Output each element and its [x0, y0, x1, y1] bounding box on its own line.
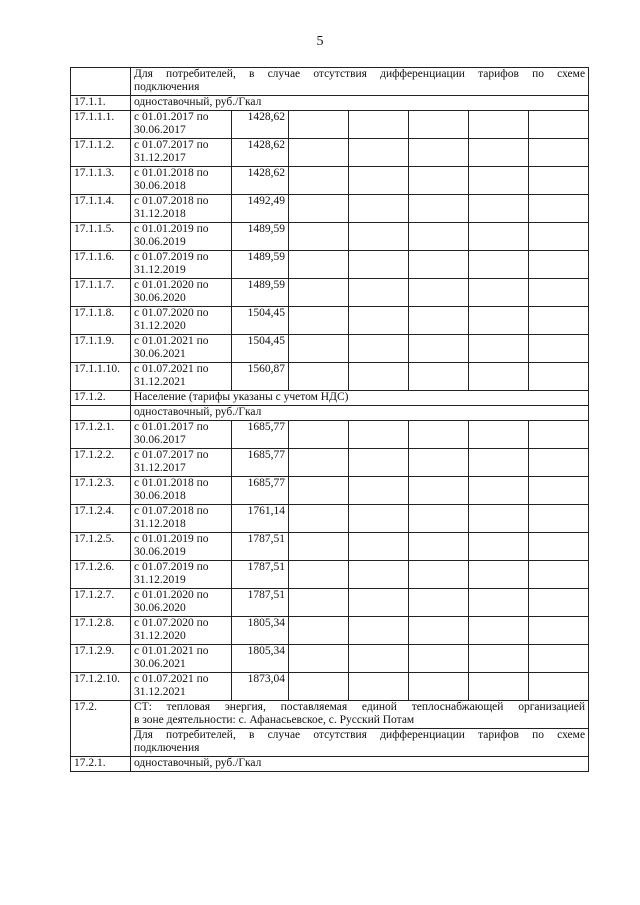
empty-cell — [529, 617, 589, 645]
empty-cell — [469, 449, 529, 477]
row-code: 17.1.1.10. — [71, 363, 131, 391]
tariff-value: 1504,45 — [232, 307, 289, 335]
empty-cell — [469, 645, 529, 673]
period-cell — [131, 533, 232, 561]
empty-cell — [409, 363, 469, 391]
empty-cell — [289, 645, 349, 673]
empty-cell — [409, 335, 469, 363]
empty-cell — [349, 167, 409, 195]
empty-cell — [409, 477, 469, 505]
row-code: 17.1.2.7. — [71, 589, 131, 617]
empty-cell — [469, 505, 529, 533]
table-row — [71, 421, 589, 449]
period-end: 30.06.2018 — [134, 180, 186, 192]
period-start: с 01.01.2020 по — [134, 589, 209, 601]
table-row — [71, 279, 589, 307]
empty-cell — [529, 139, 589, 167]
empty-cell — [289, 335, 349, 363]
period-start: с 01.01.2017 по — [134, 111, 209, 123]
table-row — [71, 307, 589, 335]
empty-cell — [469, 477, 529, 505]
period-end: 30.06.2020 — [134, 292, 186, 304]
period-cell — [131, 561, 232, 589]
empty-cell — [289, 561, 349, 589]
period-start: с 01.07.2020 по — [134, 617, 209, 629]
empty-cell — [529, 279, 589, 307]
row-code — [71, 68, 131, 96]
empty-cell — [409, 449, 469, 477]
empty-cell — [349, 617, 409, 645]
period-start: с 01.07.2018 по — [134, 505, 209, 517]
empty-cell — [349, 645, 409, 673]
period-cell — [131, 167, 232, 195]
row-description — [131, 96, 589, 111]
tariff-value: 1761,14 — [232, 505, 289, 533]
row-code: 17.1.1.6. — [71, 251, 131, 279]
period-end: 31.12.2019 — [134, 574, 186, 586]
period-cell — [131, 673, 232, 701]
empty-cell — [409, 279, 469, 307]
empty-cell — [289, 111, 349, 139]
empty-cell — [349, 561, 409, 589]
tariff-value: 1560,87 — [232, 363, 289, 391]
tariff-value: 1504,45 — [232, 335, 289, 363]
period-cell — [131, 645, 232, 673]
tariff-table-body — [71, 68, 589, 772]
empty-cell — [289, 223, 349, 251]
empty-cell — [529, 111, 589, 139]
row-code: 17.1.2.1. — [71, 421, 131, 449]
table-row — [71, 167, 589, 195]
empty-cell — [289, 533, 349, 561]
table-row — [71, 68, 589, 96]
period-end: 31.12.2020 — [134, 630, 186, 642]
period-start: с 01.07.2017 по — [134, 139, 209, 151]
empty-cell — [409, 139, 469, 167]
table-row — [71, 139, 589, 167]
empty-cell — [529, 251, 589, 279]
row-code: 17.1.1.9. — [71, 335, 131, 363]
table-row — [71, 111, 589, 139]
empty-cell — [289, 477, 349, 505]
empty-cell — [469, 673, 529, 701]
period-end: 31.12.2021 — [134, 686, 186, 698]
period-start: с 01.01.2021 по — [134, 335, 209, 347]
empty-cell — [289, 167, 349, 195]
period-cell — [131, 421, 232, 449]
period-cell — [131, 279, 232, 307]
period-cell — [131, 139, 232, 167]
table-row — [71, 673, 589, 701]
empty-cell — [349, 589, 409, 617]
row-code: 17.1.2.5. — [71, 533, 131, 561]
table-row — [71, 335, 589, 363]
period-start: с 01.01.2019 по — [134, 223, 209, 235]
empty-cell — [469, 561, 529, 589]
row-description-line: Для потребителей, в случае отсутствия дифференциации тарифов по схеме — [134, 729, 586, 741]
period-start: с 01.07.2018 по — [134, 195, 209, 207]
empty-cell — [529, 645, 589, 673]
period-start: с 01.01.2020 по — [134, 279, 209, 291]
row-description-line: СТ: тепловая энергия, поставляемая единой теплоснабжающей организацией — [134, 701, 586, 713]
empty-cell — [409, 421, 469, 449]
tariff-value: 1805,34 — [232, 645, 289, 673]
row-description-line: в зоне деятельности: с. Афанасьевское, с. Русский Потам — [134, 714, 415, 726]
period-start: с 01.01.2018 по — [134, 167, 209, 179]
empty-cell — [529, 335, 589, 363]
row-code: 17.1.1.4. — [71, 195, 131, 223]
empty-cell — [469, 533, 529, 561]
period-start: с 01.01.2017 по — [134, 421, 209, 433]
table-row — [71, 96, 589, 111]
empty-cell — [289, 139, 349, 167]
tariff-value: 1428,62 — [232, 111, 289, 139]
empty-cell — [529, 223, 589, 251]
empty-cell — [469, 307, 529, 335]
row-description — [131, 68, 589, 96]
table-row — [71, 477, 589, 505]
table-row — [71, 589, 589, 617]
empty-cell — [409, 111, 469, 139]
empty-cell — [349, 223, 409, 251]
empty-cell — [409, 195, 469, 223]
period-end: 30.06.2017 — [134, 434, 186, 446]
empty-cell — [409, 251, 469, 279]
empty-cell — [469, 223, 529, 251]
table-row — [71, 757, 589, 772]
empty-cell — [409, 589, 469, 617]
period-cell — [131, 505, 232, 533]
empty-cell — [289, 195, 349, 223]
empty-cell — [349, 251, 409, 279]
table-row — [71, 195, 589, 223]
empty-cell — [349, 195, 409, 223]
table-row — [71, 561, 589, 589]
empty-cell — [529, 505, 589, 533]
table-row — [71, 251, 589, 279]
tariff-value: 1489,59 — [232, 251, 289, 279]
empty-cell — [469, 279, 529, 307]
tariff-value: 1787,51 — [232, 533, 289, 561]
empty-cell — [349, 111, 409, 139]
row-code: 17.1.2.8. — [71, 617, 131, 645]
tariff-value: 1489,59 — [232, 279, 289, 307]
period-cell — [131, 307, 232, 335]
period-cell — [131, 477, 232, 505]
empty-cell — [469, 251, 529, 279]
period-end: 30.06.2019 — [134, 546, 186, 558]
empty-cell — [529, 449, 589, 477]
empty-cell — [349, 335, 409, 363]
empty-cell — [289, 363, 349, 391]
empty-cell — [349, 449, 409, 477]
table-row — [71, 533, 589, 561]
empty-cell — [289, 421, 349, 449]
row-code: 17.2. — [71, 701, 131, 757]
empty-cell — [349, 279, 409, 307]
row-description-line: одноставочный, руб./Гкал — [134, 757, 262, 769]
row-description-line: одноставочный, руб./Гкал — [134, 406, 262, 418]
period-start: с 01.07.2019 по — [134, 561, 209, 573]
empty-cell — [529, 561, 589, 589]
tariff-value: 1685,77 — [232, 421, 289, 449]
empty-cell — [469, 335, 529, 363]
empty-cell — [349, 533, 409, 561]
table-row — [71, 449, 589, 477]
period-end: 31.12.2019 — [134, 264, 186, 276]
period-cell — [131, 223, 232, 251]
empty-cell — [409, 561, 469, 589]
empty-cell — [349, 505, 409, 533]
tariff-value: 1428,62 — [232, 167, 289, 195]
empty-cell — [289, 505, 349, 533]
period-end: 31.12.2018 — [134, 518, 186, 530]
period-cell — [131, 449, 232, 477]
empty-cell — [529, 533, 589, 561]
empty-cell — [289, 251, 349, 279]
empty-cell — [529, 195, 589, 223]
table-row — [71, 729, 589, 757]
empty-cell — [289, 589, 349, 617]
period-start: с 01.01.2019 по — [134, 533, 209, 545]
empty-cell — [409, 307, 469, 335]
table-row — [71, 701, 589, 729]
empty-cell — [409, 223, 469, 251]
tariff-value: 1787,51 — [232, 561, 289, 589]
empty-cell — [289, 673, 349, 701]
empty-cell — [409, 617, 469, 645]
period-cell — [131, 589, 232, 617]
row-description — [131, 406, 589, 421]
row-code: 17.1.1.5. — [71, 223, 131, 251]
empty-cell — [409, 533, 469, 561]
row-code: 17.1.1.2. — [71, 139, 131, 167]
row-code: 17.1.1.1. — [71, 111, 131, 139]
empty-cell — [289, 307, 349, 335]
period-end: 31.12.2020 — [134, 320, 186, 332]
empty-cell — [409, 505, 469, 533]
period-end: 30.06.2018 — [134, 490, 186, 502]
table-row — [71, 617, 589, 645]
period-start: с 01.07.2021 по — [134, 673, 209, 685]
empty-cell — [289, 279, 349, 307]
empty-cell — [469, 363, 529, 391]
row-description — [131, 757, 589, 772]
empty-cell — [529, 363, 589, 391]
tariff-value: 1685,77 — [232, 477, 289, 505]
row-code: 17.1.1. — [71, 96, 131, 111]
empty-cell — [409, 673, 469, 701]
empty-cell — [349, 421, 409, 449]
row-description — [131, 729, 589, 757]
empty-cell — [529, 421, 589, 449]
period-cell — [131, 363, 232, 391]
empty-cell — [529, 167, 589, 195]
row-code: 17.1.2.10. — [71, 673, 131, 701]
period-end: 31.12.2017 — [134, 152, 186, 164]
period-cell — [131, 617, 232, 645]
page-number: 5 — [316, 34, 324, 49]
row-code: 17.1.1.3. — [71, 167, 131, 195]
empty-cell — [529, 477, 589, 505]
period-end: 31.12.2021 — [134, 376, 186, 388]
row-code: 17.1.2.2. — [71, 449, 131, 477]
period-end: 30.06.2020 — [134, 602, 186, 614]
row-code: 17.1.2.9. — [71, 645, 131, 673]
row-description-line: одноставочный, руб./Гкал — [134, 96, 262, 108]
period-end: 31.12.2017 — [134, 462, 186, 474]
empty-cell — [289, 449, 349, 477]
table-row — [71, 223, 589, 251]
period-end: 30.06.2017 — [134, 124, 186, 136]
period-start: с 01.07.2019 по — [134, 251, 209, 263]
empty-cell — [469, 139, 529, 167]
row-description-line: Для потребителей, в случае отсутствия дифференциации тарифов по схеме — [134, 68, 586, 80]
empty-cell — [349, 139, 409, 167]
empty-cell — [469, 589, 529, 617]
period-end: 30.06.2021 — [134, 658, 186, 670]
period-start: с 01.01.2018 по — [134, 477, 209, 489]
tariff-value: 1805,34 — [232, 617, 289, 645]
period-cell — [131, 111, 232, 139]
tariff-table — [70, 67, 589, 772]
empty-cell — [469, 111, 529, 139]
period-end: 30.06.2021 — [134, 348, 186, 360]
table-row — [71, 363, 589, 391]
table-row — [71, 406, 589, 421]
tariff-value: 1489,59 — [232, 223, 289, 251]
tariff-value: 1428,62 — [232, 139, 289, 167]
empty-cell — [529, 673, 589, 701]
empty-cell — [349, 363, 409, 391]
row-description — [131, 701, 589, 729]
period-end: 31.12.2018 — [134, 208, 186, 220]
tariff-value: 1787,51 — [232, 589, 289, 617]
row-code: 17.1.1.8. — [71, 307, 131, 335]
period-start: с 01.07.2020 по — [134, 307, 209, 319]
row-code: 17.1.2.3. — [71, 477, 131, 505]
tariff-value: 1685,77 — [232, 449, 289, 477]
row-description-line: подключения — [134, 81, 200, 93]
empty-cell — [469, 195, 529, 223]
empty-cell — [469, 617, 529, 645]
row-description — [131, 391, 589, 406]
row-code: 17.1.2. — [71, 391, 131, 406]
row-description-line: подключения — [134, 742, 200, 754]
empty-cell — [469, 421, 529, 449]
table-row — [71, 391, 589, 406]
period-start: с 01.01.2021 по — [134, 645, 209, 657]
empty-cell — [409, 645, 469, 673]
period-start: с 01.07.2021 по — [134, 363, 209, 375]
table-row — [71, 505, 589, 533]
tariff-value: 1873,04 — [232, 673, 289, 701]
period-cell — [131, 195, 232, 223]
table-row — [71, 645, 589, 673]
row-code: 17.2.1. — [71, 757, 131, 772]
row-description-line: Население (тарифы указаны с учетом НДС) — [134, 391, 349, 403]
row-code: 17.1.2.6. — [71, 561, 131, 589]
empty-cell — [349, 307, 409, 335]
empty-cell — [529, 307, 589, 335]
period-end: 30.06.2019 — [134, 236, 186, 248]
tariff-value: 1492,49 — [232, 195, 289, 223]
period-cell — [131, 251, 232, 279]
empty-cell — [409, 167, 469, 195]
empty-cell — [469, 167, 529, 195]
empty-cell — [349, 477, 409, 505]
empty-cell — [289, 617, 349, 645]
period-cell — [131, 335, 232, 363]
row-code: 17.1.1.7. — [71, 279, 131, 307]
empty-cell — [349, 673, 409, 701]
row-code: 17.1.2.4. — [71, 505, 131, 533]
empty-cell — [529, 589, 589, 617]
row-code — [71, 406, 131, 421]
period-start: с 01.07.2017 по — [134, 449, 209, 461]
